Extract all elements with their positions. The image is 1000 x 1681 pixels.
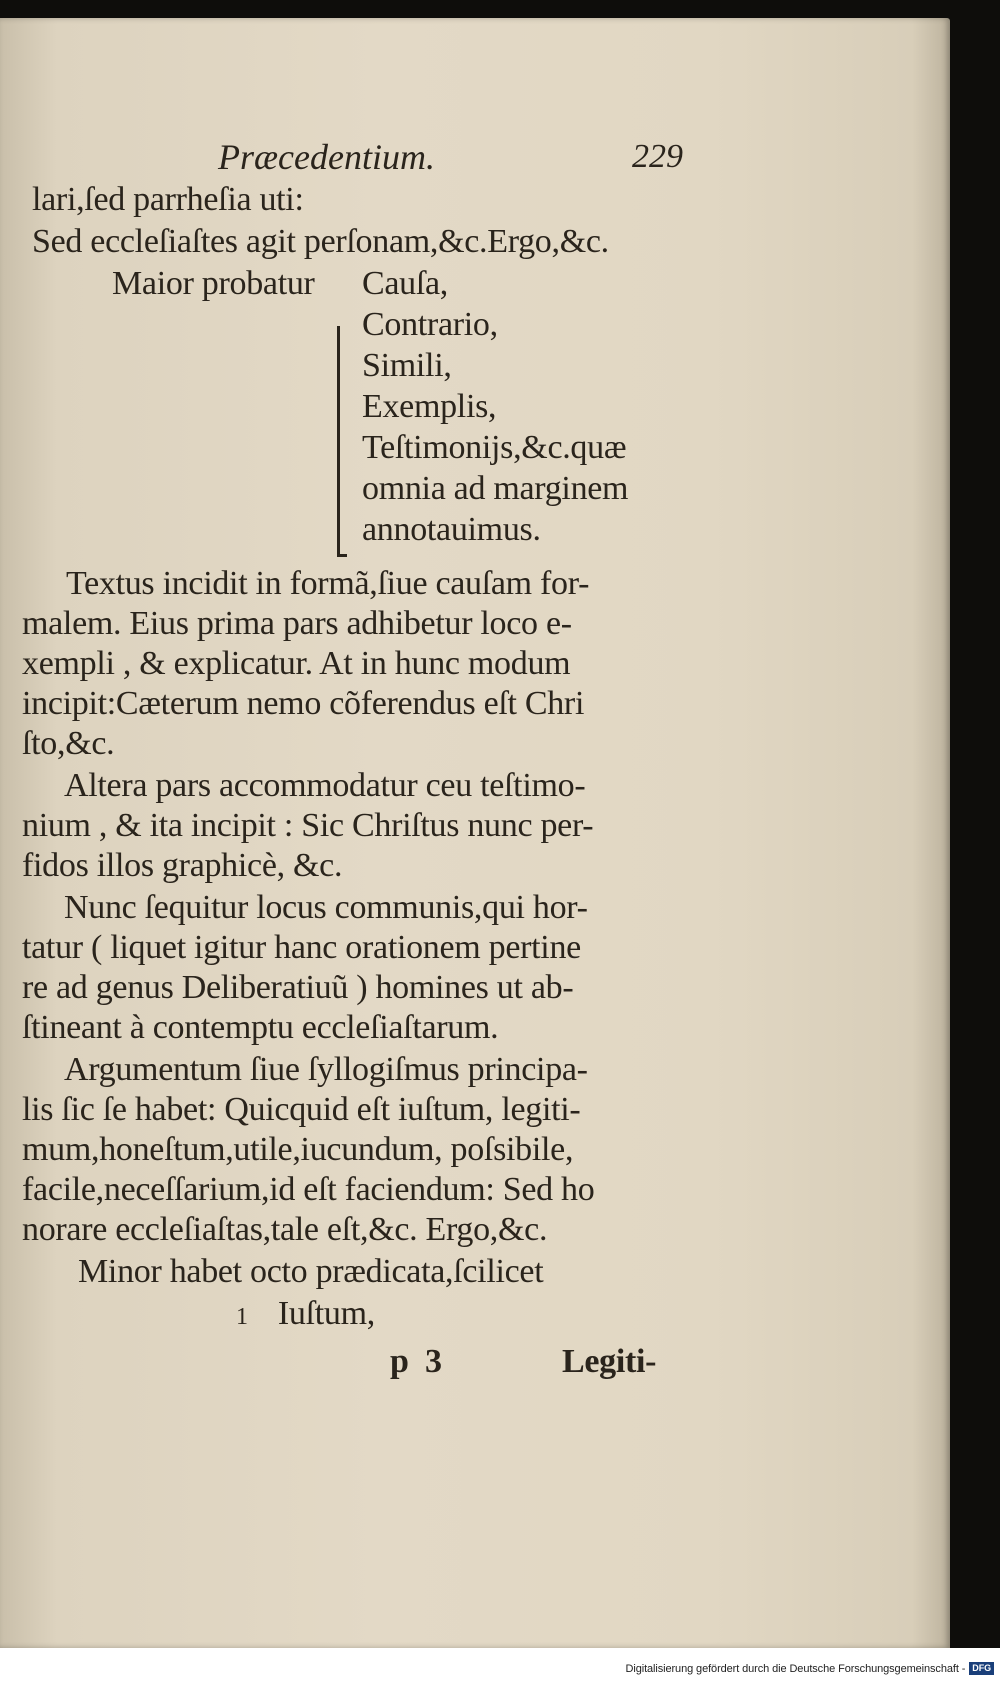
brace-item: Teſtimonijs,&c.quæ (362, 429, 627, 466)
text-line: lari,ſed parrheſia uti: (32, 181, 304, 218)
page-number: 229 (632, 138, 683, 175)
text-line: mum,honeſtum,utile,iucundum, poſsibile, (22, 1131, 574, 1168)
footer (626, 1662, 994, 1675)
text-line: ſtineant à contemptu eccleſiaſtarum. (22, 1009, 499, 1046)
text-line: Nunc ſequitur locus communis,qui hor- (64, 889, 588, 926)
text-line: nium , & ita incipit : Sic Chriſtus nunc per- (22, 807, 594, 844)
text-line: Sed eccleſiaſtes agit perſonam,&c.Ergo,&c. (32, 223, 609, 260)
brace-item: Cauſa, (362, 265, 449, 302)
text-line: incipit:Cæterum nemo cõferendus eſt Chri (22, 685, 585, 722)
text-line: re ad genus Deliberatiuũ ) homines ut ab- (22, 969, 574, 1006)
dfg-logo: DFG (969, 1662, 994, 1675)
text-line: Argumentum ſiue ſyllogiſmus principa- (64, 1051, 588, 1088)
page-header (0, 136, 950, 182)
list-item (236, 1294, 375, 1338)
text-line: Altera pars accommodatur ceu teſtimo- (64, 767, 586, 804)
text-line: Minor habet octo prædicata,ſcilicet (78, 1253, 544, 1290)
text-line: fidos illos graphicè, &c. (22, 847, 343, 884)
running-head: Præcedentium. (218, 137, 435, 177)
text-line: ſto,&c. (22, 725, 115, 762)
brace-item: Exemplis, (362, 388, 497, 425)
catchword: Legiti- (562, 1343, 657, 1380)
brace-item: annotauimus. (362, 511, 541, 548)
text-line: norare eccleſiaſtas,tale eſt,&c. Ergo,&c. (22, 1211, 548, 1248)
major-label: Maior probatur (112, 265, 315, 302)
text-line: xempli , & explicatur. At in hunc modum (22, 645, 571, 682)
book-page (0, 18, 950, 1648)
brace-line (337, 326, 346, 556)
list-item-text: Iuſtum, (277, 1295, 375, 1332)
text-line: tatur ( liquet igitur hanc orationem pertine (22, 929, 581, 966)
footer-credit: Digitalisierung gefördert durch die Deutsche Forschungsgemeinschaft - (625, 1662, 966, 1675)
text-line: lis ſic ſe habet: Quicquid eſt iuſtum, legiti- (22, 1091, 581, 1128)
text-line: Textus incidit in formã,ſiue cauſam for- (66, 565, 590, 602)
signature-mark: p 3 (390, 1343, 442, 1380)
brace-foot (337, 554, 347, 557)
text-line: facile,neceſſarium,id eſt faciendum: Sed ho (22, 1171, 595, 1208)
brace-item: omnia ad marginem (362, 470, 629, 507)
brace-item: Simili, (362, 347, 452, 384)
brace-item: Contrario, (362, 306, 498, 343)
list-item-number: 1 (236, 1304, 248, 1330)
text-line: malem. Eius prima pars adhibetur loco e- (22, 605, 572, 642)
